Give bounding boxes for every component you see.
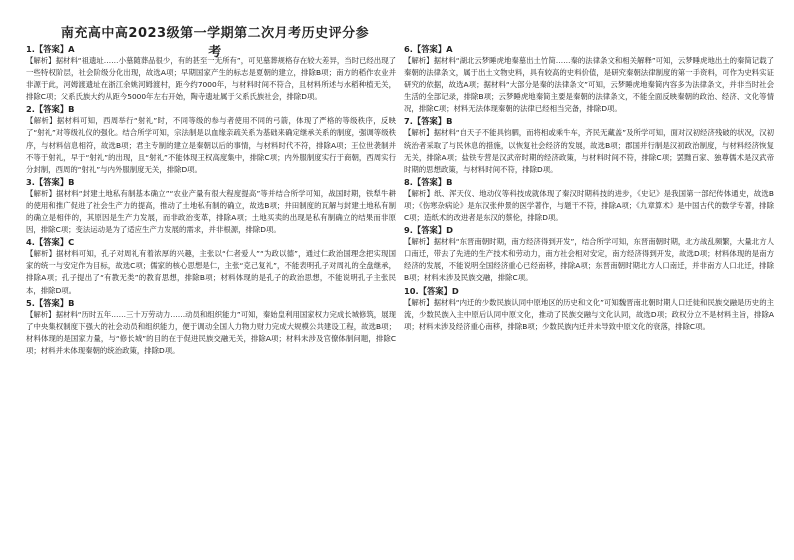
answer-10: 10.【答案】D: [404, 285, 459, 296]
explanation-3: 【解析】据材料“封建土地私有制基本确立”“农业产量有很大程度提高”等并结合所学可知，战国时期，铁犁牛耕的使用和推广促进了社会生产力的提高，推动了土地私有制的确立，故选B项；井田制度的瓦解与封建土地私有制的确立是相伴的，其原因是生产力发展，而非政治变革，排除A项；土地买卖的出现是私有制确立的结果而非原因，排除C项；变法运动是为了适应生产力发展的需求，并非根源，排除D项。: [26, 188, 396, 235]
page-title: 南充高中高2023级第一学期第二次月考历史评分参考: [60, 26, 370, 60]
explanation-8: 【解析】纸、浑天仪、地动仪等科技成就体现了秦汉时期科技的进步，《史记》是我国第一部纪传体通史，故选B项；《伤寒杂病论》是东汉张仲景的医学著作，与题干不符，排除A项；《九章算术》是中国古代的数学专著，排除C项；造纸术的改进者是东汉的蔡伦，排除D项。: [404, 188, 774, 223]
answer-6: 6.【答案】A: [404, 44, 453, 54]
explanation-1: 【解析】据材料“祖遗址……小墓随葬品很少，有的甚至一无所有”，可见墓葬规格存在较大差异，当时已经出现了一些特权阶层，社会阶级分化出现，故选A项；早期国家产生的标志是夏朝的建立，排除B项；南方的稻作农业并非源于此，河姆渡遗址在浙江余姚河姆渡村，距今约7000年，与材料时间不符合，且材料所述与水稻种植无关，排除C项；父系氏族大约从距今5000年左右开始，陶寺遗址属于父系氏族社会，排除D项。: [26, 56, 396, 102]
answer-3: 3.【答案】B: [26, 176, 75, 187]
right-column: [404, 44, 774, 334]
answer-9: 9.【答案】D: [404, 225, 453, 236]
answer-5: 5.【答案】B: [26, 297, 75, 308]
explanation-9: 【解析】据材料“东晋南朝时期，南方经济得到开发”，结合所学可知，东晋南朝时期，北方战乱频繁，大量北方人口南迁，带去了先进的生产技术和劳动力，南方社会相对安定，南方经济得到开发，故选D项；材料体现的是南方经济的发展，不能说明全国经济重心已经南移，排除A项；东晋南朝时期北方人口南迁，并非南方人口北迁，排除B项；材料未涉及民族交融，排除C项。: [404, 237, 774, 283]
explanation-6: 【解析】据材料“湖北云梦睡虎地秦墓出土竹简……秦的法律条文和相关解释”可知，云梦睡虎地出土的秦简记载了秦朝的法律条文，属于出土文物史料，具有较高的史料价值，是研究秦朝法律制度的第一手资料，可作为史料实证研究的依据，故选A项；据材料“大部分是秦的法律条文”可知，云梦睡虎地秦简内容多为法律条文，并非当时社会生活的全部记录，排除B项；云梦睡虎地秦简主要是秦朝的法律条文，不能全面反映秦朝的政治、经济、文化等情况，排除C项；材料无法体现秦朝的法律已经相当完备，排除D项。: [404, 56, 774, 114]
explanation-5: 【解析】据材料“历时五年……三十万劳动力……动员和组织能力”可知，秦始皇利用国家权力完成长城修筑，展现了中央集权制度下强大的社会动员和组织能力，便于调动全国人力物力财力完成大规模公共建设工程，故选B项；材料体现的是国家力量，与“修长城”的目的在于促进民族交融无关，排除A项；材料未涉及官僚体制问题，排除C项；材料并未体现秦朝的统治政策，排除D项。: [26, 309, 396, 355]
answer-4: 4.【答案】C: [26, 237, 75, 248]
answer-1: 1.【答案】A: [26, 44, 75, 54]
explanation-10: 【解析】据材料“内迁的少数民族认同中原地区的历史和文化”可知魏晋南北朝时期人口迁徙和民族交融是历史的主流，少数民族入主中原后认同中原文化，推动了民族交融与文化认同，故选D项；政权分立不是材料主旨，排除A项；材料未涉及经济重心南移，排除B项；少数民族内迁并未导致中原文化的衰落，排除C项。: [404, 297, 774, 331]
answer-7: 7.【答案】B: [404, 116, 453, 127]
left-column: [26, 44, 396, 358]
answer-8: 8.【答案】B: [404, 176, 453, 187]
answer-2: 2.【答案】B: [26, 104, 75, 115]
explanation-2: 【解析】据材料可知，西周举行“射礼”时，不同等级的参与者使用不同的弓箭，体现了严格的等级秩序，反映了“射礼”对等级礼仪的强化。结合所学可知，宗法制是以血缘亲疏关系为基础来确定继承关系的制度，强调等级秩序，与材料信息相符，故选B项；君主专制的建立是秦朝以后的事情，与材料时代不符，排除A项；王位世袭制并不等于射礼，早于“射礼”的出现，且“射礼”不能体现王权高度集中，排除C项；内外服制度实行于商朝，西周实行分封制，西周的“射礼”与内外服制度无关，排除D项。: [26, 116, 396, 174]
explanation-7: 【解析】据材料“自天子不能具钧驷，而将相或乘牛车，齐民无藏盖”及所学可知，面对汉初经济残破的状况，汉初统治者采取了与民休息的措施，以恢复社会经济的发展，故选B项；郡国并行制是汉初政治制度，与材料经济恢复无关，排除A项；盐铁专营是汉武帝时期的经济政策，与材料时间不符，排除C项；罢黜百家、独尊儒术是汉武帝时期的思想政策，与材料时间不符，排除D项。: [404, 128, 774, 174]
explanation-4: 【解析】据材料可知，孔子对周礼有着浓厚的兴趣，主张以“仁者爱人”“为政以德”，通过仁政治国理念把实现国家的统一与安定作为目标，故选C项；儒家的核心思想是仁，主张“克己复礼”，不能表明孔子对周礼的全盘继承，排除A项；孔子提出了“有教无类”的教育思想，排除B项；材料体现的是孔子的政治思想，不能说明孔子主张民本，排除D项。: [26, 249, 396, 295]
